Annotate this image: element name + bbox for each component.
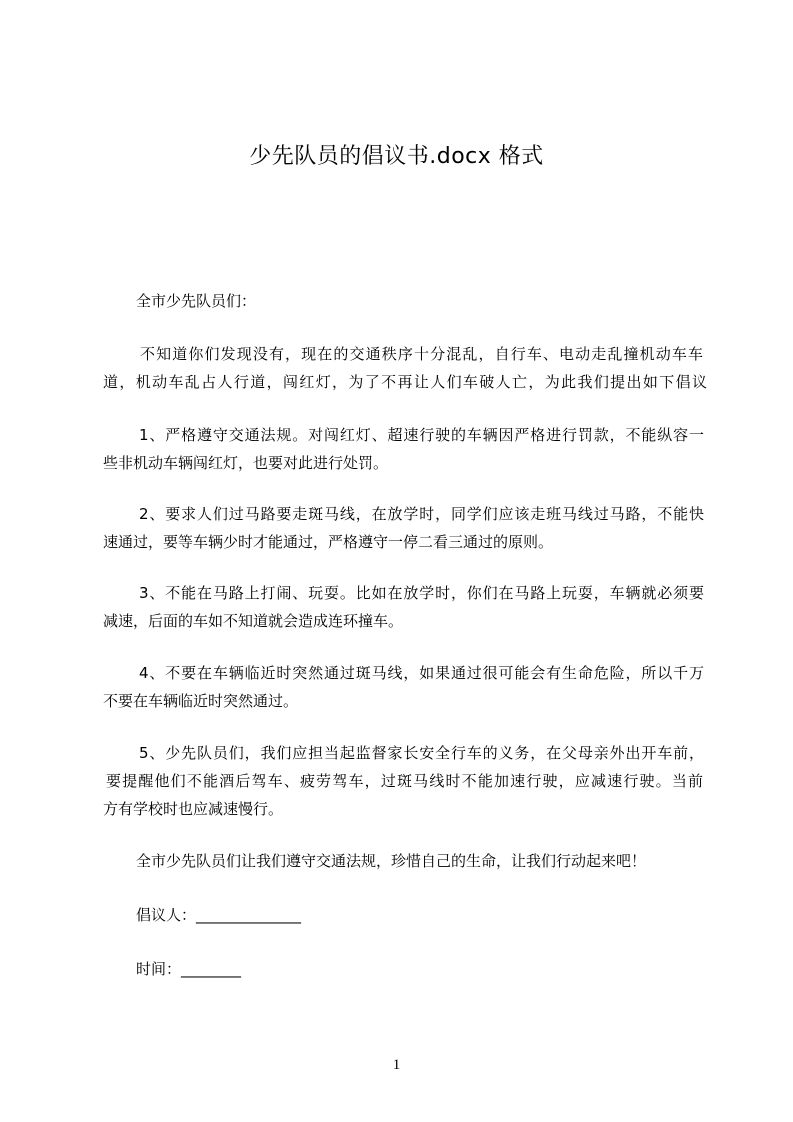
page-number: 1 — [392, 1057, 401, 1073]
document-title: 少先队员的倡议书.docx 格式 — [249, 144, 544, 169]
item-3-line-1: 3、不能在马路上打闹、玩耍。比如在放学时，你们在马路上玩耍，车辆就必须要 — [139, 584, 704, 602]
greeting: 全市少先队员们： — [136, 292, 257, 310]
item-2-line-1: 2、要求人们过马路要走斑马线，在放学时，同学们应该走班马线过马路，不能快 — [139, 505, 704, 523]
item-4-line-1: 4、不要在车辆临近时突然通过斑马线，如果通过很可能会有生命危险，所以千万 — [139, 664, 704, 682]
initiator-line: 倡议人：______________ — [136, 906, 302, 924]
intro-line-1: 不知道你们发现没有，现在的交通秩序十分混乱，自行车、电动走乱撞机动车车 — [140, 345, 703, 363]
item-2-line-2: 速通过，要等车辆少时才能通过，严格遵守一停二看三通过的原则。 — [103, 533, 554, 551]
item-4-line-2: 不要在车辆临近时突然通过。 — [103, 692, 299, 710]
intro-line-2: 道，机动车乱占人行道，闯红灯，为了不再让人们车破人亡，为此我们提出如下倡议 — [103, 373, 707, 391]
time-line: 时间：________ — [136, 960, 242, 978]
item-5-line-1: 5、少先队员们，我们应担当起监督家长安全行车的义务，在父母亲外出开车前， — [139, 744, 704, 762]
closing-line: 全市少先队员们让我们遵守交通法规，珍惜自己的生命，让我们行动起来吧！ — [136, 852, 647, 870]
item-1-line-2: 些非机动车辆闯红灯，也要对此进行处罚。 — [103, 454, 389, 472]
item-5-line-2: 要提醒他们不能酒后驾车、疲劳驾车，过斑马线时不能加速行驶，应减速行驶。当前 — [106, 772, 703, 790]
item-5-line-3: 方有学校时也应减速慢行。 — [103, 800, 284, 818]
item-1-line-1: 1、严格遵守交通法规。对闯红灯、超速行驶的车辆因严格进行罚款，不能纵容一 — [139, 426, 704, 444]
item-3-line-2: 减速，后面的车如不知道就会造成连环撞车。 — [103, 612, 404, 630]
